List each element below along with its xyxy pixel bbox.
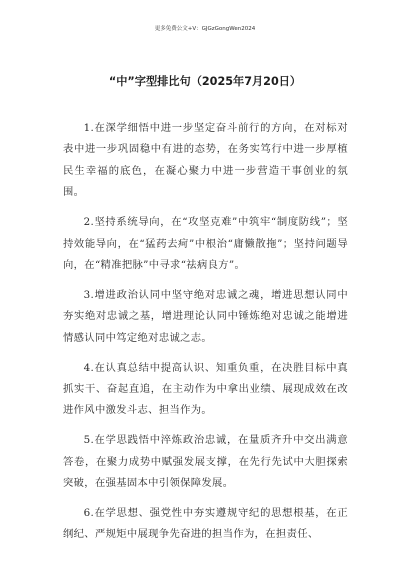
paragraph-6: 6.在学思想、强党性中夯实遵规守纪的思想根基，在正纲纪、严规矩中展现争先奋进的担当作为，在担责任、 xyxy=(63,507,348,541)
paragraph-4: 4.在认真总结中提高认识、知重负重，在决胜目标中真抓实干、奋起直追，在主动作为中拿出业绩、展现成效在改进作风中激发斗志、担当作为。 xyxy=(63,361,348,417)
paragraph-2: 2.坚持系统导向，在“攻坚克难”中筑牢“制度防线”；坚持效能导向，在“猛药去疴”中根治“庸懒散拖”；坚持问题导向，在“精准把脉”中寻求“祛病良方”。 xyxy=(63,216,348,271)
paragraph-1: 1.在深学细悟中进一步坚定奋斗前行的方向，在对标对表中进一步巩固稳中有进的态势，在务实笃行中进一步厚植民生幸福的底色，在凝心聚力中进一步营造干事创业的氛围。 xyxy=(63,122,348,199)
document-body xyxy=(63,118,348,554)
paragraph-5: 5.在学思践悟中淬炼政治忠诚，在量质齐升中交出满意答卷，在聚力成势中赋强发展支撑，在先行先试中大胆探索突破，在强基固本中引领保障发展。 xyxy=(63,434,348,490)
header-note: 更多免费公文+V：GJGzGongWen2024 xyxy=(154,26,256,32)
paragraph-3: 3.增进政治认同中坚守绝对忠诚之魂，增进思想认同中夯实绝对忠诚之基，增进理论认同中锤炼绝对忠诚之能增进情感认同中笃定绝对忠诚之志。 xyxy=(63,288,348,344)
document-title: “中”字型排比句（2025年7月20日） xyxy=(108,75,302,88)
